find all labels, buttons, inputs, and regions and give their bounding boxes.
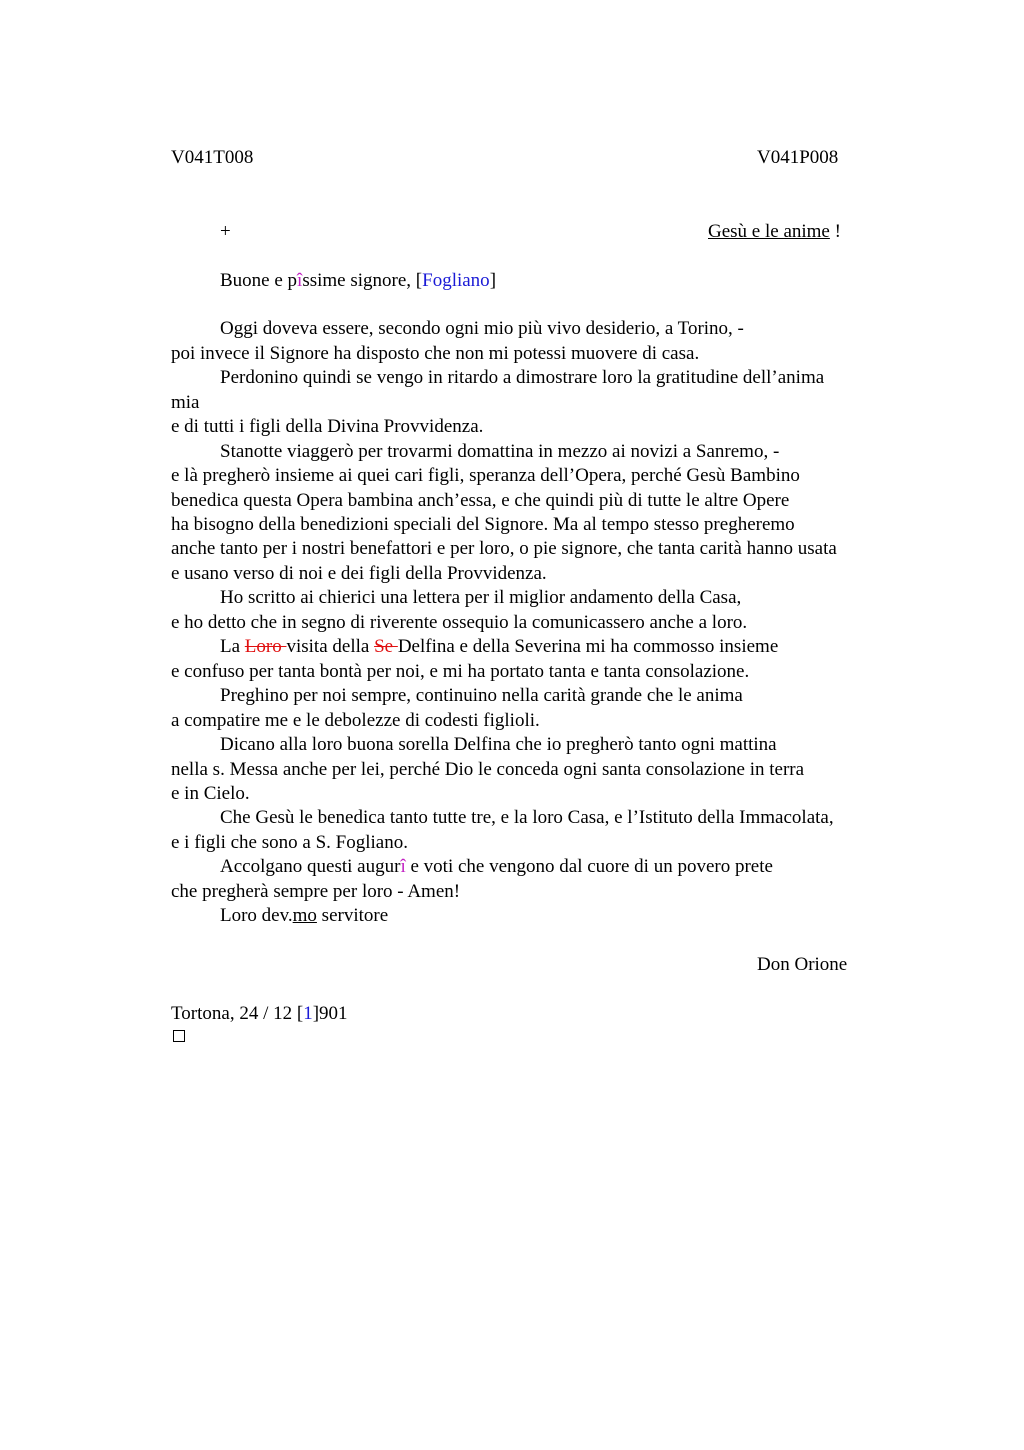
letter-line: e confuso per tanta bontà per noi, e mi ha portato tanta e tanta consolazione. (171, 661, 750, 682)
date-text-b: ]901 (312, 1003, 348, 1024)
greeting-text-b: e voti che vengono dal cuore di un povero prete (405, 856, 773, 877)
document-code-left: V041T008 (171, 147, 254, 168)
visit-text-c: Delfina e della Severina mi ha commosso insieme (397, 636, 779, 657)
motto (708, 220, 841, 244)
servant-line (220, 904, 388, 928)
letter-line: nella s. Messa anche per lei, perché Dio le conceda ogni santa consolazione in terra (171, 759, 805, 780)
salutation-post: ssime signore, [ (302, 270, 423, 291)
letter-line: anche tanto per i nostri benefattori e per loro, o pie signore, che tanta carità hanno usata (171, 538, 837, 559)
letter-line: a compatire me e le debolezze di codesti figlioli. (171, 710, 540, 731)
struck-word: Se (374, 636, 398, 657)
salutation-accent-mark: î (297, 270, 303, 291)
date-year-prefix: 1 (303, 1003, 313, 1024)
salutation-place: Fogliano (422, 270, 490, 291)
letter-line: Oggi doveva essere, secondo ogni mio più vivo desiderio, a Torino, - (220, 318, 744, 339)
amen-line: che pregherà sempre per loro - Amen! (171, 881, 461, 902)
document-code-right: V041P008 (757, 147, 839, 168)
letter-line: Stanotte viaggerò per trovarmi domattina in mezzo ai novizi a Sanremo, - (220, 441, 780, 462)
greeting-accent-mark: î (400, 856, 406, 877)
letter-line: e là pregherò insieme ai quei cari figli, speranza dell’Opera, perché Gesù Bambino (171, 465, 800, 486)
motto-text: Gesù e le anime (708, 221, 830, 242)
date-line (171, 1002, 348, 1026)
letter-line: e usano verso di noi e dei figli della Provvidenza. (171, 563, 547, 584)
cross-mark: + (220, 221, 231, 242)
letter-line: Ho scritto ai chierici una lettera per il miglior andamento della Casa, (220, 587, 742, 608)
letter-line: mia (171, 392, 200, 413)
salutation-close: ] (489, 270, 497, 291)
letter-line: Che Gesù le benedica tanto tutte tre, e la loro Casa, e l’Istituto della Immacolata, (220, 807, 834, 828)
letter-line: e ho detto che in segno di riverente ossequio la comunicassero anche a loro. (171, 612, 748, 633)
motto-exclamation: ! (834, 221, 841, 242)
servant-text-a: Loro dev. (220, 905, 293, 926)
letter-line: e i figli che sono a S. Fogliano. (171, 832, 408, 853)
letter-line: poi invece il Signore ha disposto che non mi potessi muovere di casa. (171, 343, 700, 364)
salutation-pre: Buone e p (220, 270, 298, 291)
visit-text-b: visita della (286, 636, 375, 657)
end-box-icon (173, 1030, 185, 1042)
letter-line: Preghino per noi sempre, continuino nella carità grande che le anima (220, 685, 743, 706)
salutation (220, 269, 496, 293)
letter-line: Dicano alla loro buona sorella Delfina che io pregherò tanto ogni mattina (220, 734, 777, 755)
servant-superscript: mo (292, 905, 317, 926)
letter-line: e in Cielo. (171, 783, 250, 804)
date-text-a: Tortona, 24 / 12 [ (171, 1003, 304, 1024)
greeting-text-a: Accolgano questi augur (220, 856, 401, 877)
struck-word: Loro (244, 636, 287, 657)
signature: Don Orione (757, 954, 848, 975)
letter-line: ha bisogno della benedizioni speciali del Signore. Ma al tempo stesso pregheremo (171, 514, 795, 535)
greeting-line (220, 855, 773, 879)
visit-text-a: La (220, 636, 245, 657)
letter-line: benedica questa Opera bambina anch’essa, e che quindi più di tutte le altre Opere (171, 490, 790, 511)
servant-text-b: servitore (316, 905, 389, 926)
letter-line: Perdonino quindi se vengo in ritardo a dimostrare loro la gratitudine dell’anima (220, 367, 825, 388)
letter-line: e di tutti i figli della Divina Provvidenza. (171, 416, 484, 437)
letter-line-with-deletions (220, 635, 778, 659)
